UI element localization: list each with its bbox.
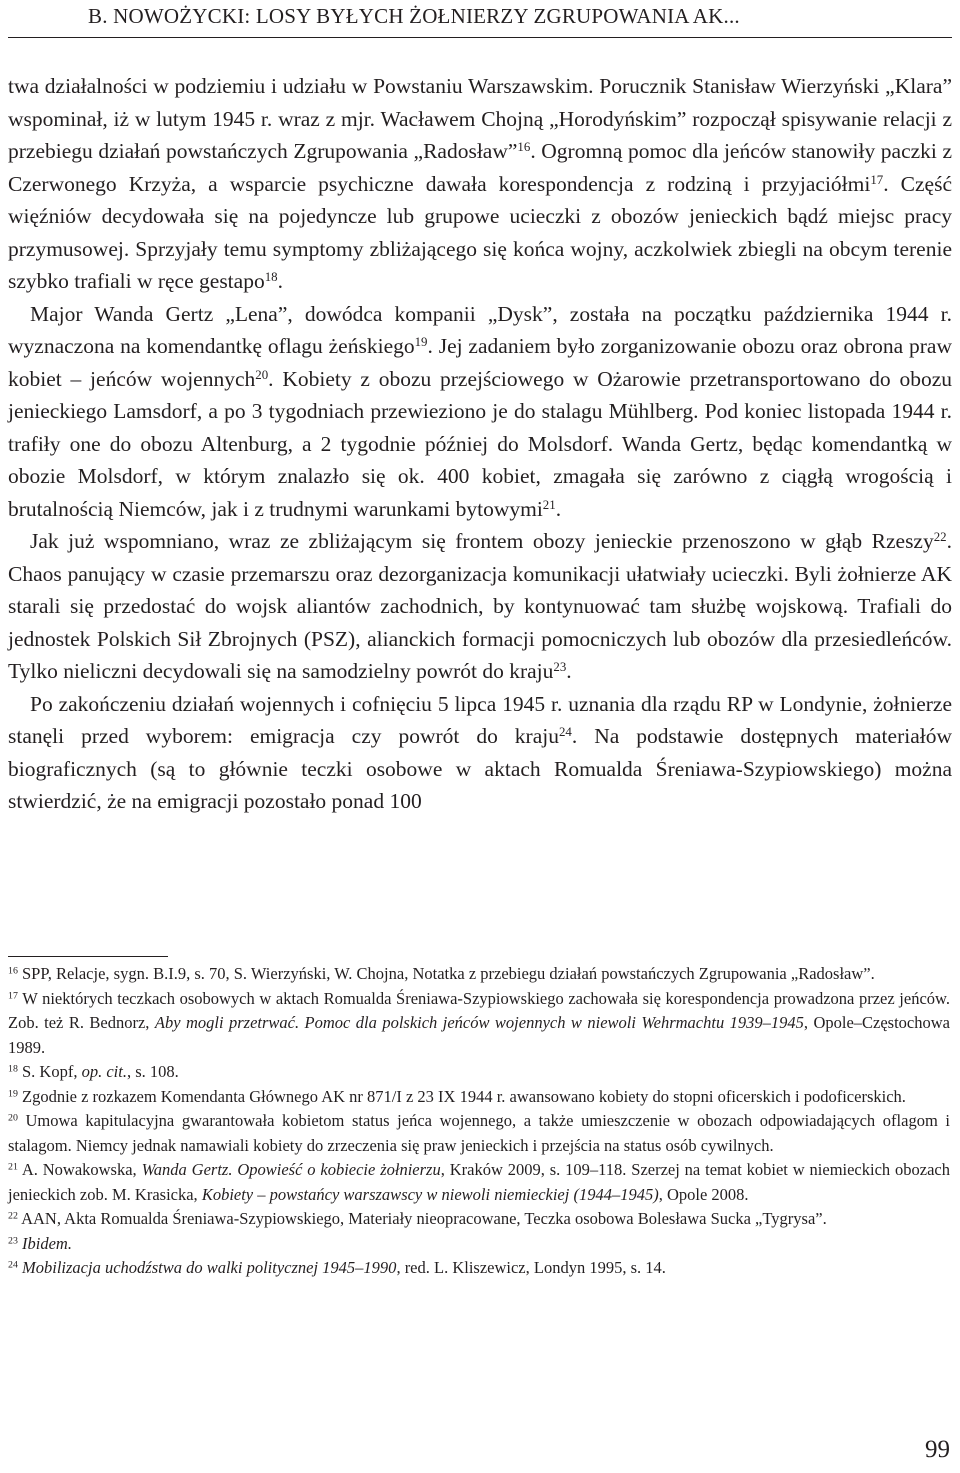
footnote-title: op. cit. [81, 1062, 127, 1081]
footnote-17 [8, 987, 950, 1061]
footnote-20 [8, 1109, 950, 1158]
footnote-number: 24 [8, 1259, 18, 1271]
header-rule [8, 37, 952, 38]
footnote-text: , Opole 2008. [658, 1184, 749, 1204]
footnote-22 [8, 1207, 950, 1232]
footnote-ref-24[interactable]: 24 [558, 724, 572, 739]
footnote-19 [8, 1085, 950, 1110]
footnote-text: AAN, Akta Romualda Śreniawa-Szypiowskiego, Materiały nieopracowane, Teczka osobowa Bolesława Sucka „Tygrysa”. [17, 1209, 827, 1228]
paragraph-1 [8, 70, 952, 298]
footnote-text: W niektórych teczkach osobowych w aktach Romualda Śreniawa-Szypiowskiego zachowała się korespondencja prowadzona przez jeńców. Zob. też R. Bednorz, [8, 988, 950, 1032]
footnote-ref-21[interactable]: 21 [542, 497, 556, 512]
footnote-text: , red. L. Kliszewicz, Londyn 1995, s. 14. [396, 1258, 666, 1277]
text-segment: . [277, 269, 283, 293]
footnote-text: Umowa kapitulacyjna gwarantowała kobietom status jeńca wojennego, a także umieszczenie w obozach odpowiadających oflagom i stalagom. Niemcy jednak namawiali kobiety do zrzeczenia się praw jenieckich i przejścia na status osób cywilnych. [8, 1111, 950, 1155]
running-head: B. NOWOŻYCKI: LOSY BYŁYCH ŻOŁNIERZY ZGRUPOWANIA AK... [88, 4, 740, 28]
footnote-ref-19[interactable]: 19 [414, 334, 428, 349]
footnote-title: Mobilizacja uchodźstwa do walki politycznej 1945–1990 [22, 1258, 397, 1277]
footnote-text: SPP, Relacje, sygn. B.I.9, s. 70, S. Wierzyński, W. Chojna, Notatka z przebiegu działań powstańczych Zgrupowania „Radosław”. [17, 964, 875, 983]
footnote-18 [8, 1060, 950, 1085]
paragraph-4 [8, 688, 952, 818]
footnote-title: Kobiety – powstańcy warszawscy w niewoli niemieckiej (1944–1945) [201, 1184, 659, 1204]
text-segment: . [566, 659, 572, 683]
footnote-ref-23[interactable]: 23 [553, 659, 567, 674]
footnote-text: A. Nowakowska, [17, 1160, 142, 1179]
text-segment: . Kobiety z obozu przejściowego w Ożarowie przetransportowano do obozu jenieckiego Lamsdorf, a po 3 tygodniach przewieziono je do stalagu Mühlberg. Pod koniec listopada 1944 r. trafiły one do obozu Altenburg, a 2 tygodnie później do Molsdorf. Wanda Gertz, będąc komendantką w obozie Molsdorf, w którym znalazło się ok. 400 kobiet, zmagała się zarówno z ciągłą wrogością i brutalnością Niemców, jak i z trudnymi warunkami bytowymi [8, 366, 952, 521]
text-segment: . Na podstawie dostępnych materiałów biograficznych (są to głównie teczki osobowe w aktach Romualda Śreniawa-Szypiowskiego) można stwierdzić, że na emigracji pozostało ponad 100 [8, 724, 952, 813]
footnote-title: Aby mogli przetrwać. Pomoc dla polskich jeńców wojennych w niewoli Wehrmachtu 1939–1945 [154, 1013, 804, 1032]
footnote-text: S. Kopf, [17, 1062, 82, 1081]
footnote-21 [8, 1158, 950, 1207]
footnote-text: , Kraków 2009, s. 109–118. Szerzej na temat kobiet w niemieckich obozach jenieckich zob. M. Krasicka, [8, 1160, 951, 1204]
footnote-text: , Opole–Częstochowa 1989. [8, 1013, 950, 1057]
footnote-title: Ibidem. [22, 1233, 72, 1253]
footnote-separator [8, 956, 168, 957]
footnote-text: , s. 108. [126, 1062, 179, 1081]
text-segment: . Część więźniów decydowała się na pojedyncze lub grupowe ucieczki z obozów jenieckich bądź miejsc pracy przymusowej. Sprzyjały temu symptomy zbliżającego się końca wojny, aczkolwiek zbiegli na obcym terenie szybko trafiali w ręce gestapo [8, 171, 952, 293]
text-segment: . Ogromną pomoc dla jeńców stanowiły paczki z Czerwonego Krzyża, a wsparcie psychiczne dawała korespondencja z rodziną i przyjaciółmi [8, 139, 952, 196]
footnote-number: 23 [8, 1235, 18, 1247]
footnote-ref-16[interactable]: 16 [517, 139, 531, 154]
text-segment: . Jej zadaniem było zorganizowanie obozu oraz obrona praw kobiet – jeńców wojennych [8, 334, 952, 391]
footnotes [8, 962, 950, 1281]
footnote-number: 21 [8, 1161, 18, 1173]
footnote-title: Wanda Gertz. Opowieść o kobiecie żołnierzu [141, 1160, 441, 1179]
footnote-ref-18[interactable]: 18 [264, 269, 278, 284]
text-segment: . Chaos panujący w czasie przemarszu oraz dezorganizacja komunikacji ułatwiały ucieczki. Byli żołnierze AK starali się przedostać do wojsk aliantów zachodnich, by kontynuować tam służbę wojskową. Trafiali do jednostek Polskich Sił Zbrojnych (PSZ), alianckich formacji pomocniczych lub obozów dla przesiedleńców. Tylko nieliczni decydowali się na samodzielny powrót do kraju [8, 529, 952, 683]
paragraph-3 [8, 525, 952, 688]
footnote-ref-17[interactable]: 17 [870, 172, 884, 187]
footnote-number: 16 [8, 965, 18, 977]
text-segment: twa działalności w podziemiu i udziału w Powstaniu Warszawskim. Porucznik Stanisław Wierzyński „Klara” wspominał, iż w lutym 1945 r. wraz z mjr. Wacławem Chojną „Horodyńskim” rozpoczął spisywanie relacji z przebiegu działań powstańczych Zgrupowania „Radosław” [8, 74, 952, 163]
footnote-16 [8, 962, 950, 987]
text-segment: Jak już wspomniano, wraz ze zbliżającym się frontem obozy jenieckie przenoszono w głąb Rzeszy [30, 529, 934, 553]
text-segment: Major Wanda Gertz „Lena”, dowódca kompanii „Dysk”, została na początku października 1944 r. wyznaczona na komendantkę oflagu żeńskiego [8, 301, 952, 358]
text-segment: . [555, 496, 562, 521]
footnote-number: 20 [8, 1112, 18, 1124]
paragraph-2 [8, 298, 952, 526]
footnote-number: 19 [8, 1088, 18, 1100]
footnote-ref-20[interactable]: 20 [255, 367, 269, 382]
page-number: 99 [925, 1436, 950, 1463]
footnote-number: 18 [8, 1063, 18, 1075]
main-text [8, 70, 952, 818]
footnote-number: 17 [8, 990, 18, 1002]
footnote-23 [8, 1232, 950, 1257]
footnote-text: Zgodnie z rozkazem Komendanta Głównego AK nr 871/I z 23 IX 1944 r. awansowano kobiety do stopni oficerskich i podoficerskich. [17, 1086, 906, 1106]
footnote-number: 22 [8, 1210, 18, 1222]
footnote-ref-22[interactable]: 22 [933, 529, 947, 544]
footnote-24 [8, 1256, 950, 1281]
text-segment: Po zakończeniu działań wojennych i cofnięciu 5 lipca 1945 r. uznania dla rządu RP w Londynie, żołnierze stanęli przed wyborem: emigracja czy powrót do kraju [8, 691, 952, 748]
